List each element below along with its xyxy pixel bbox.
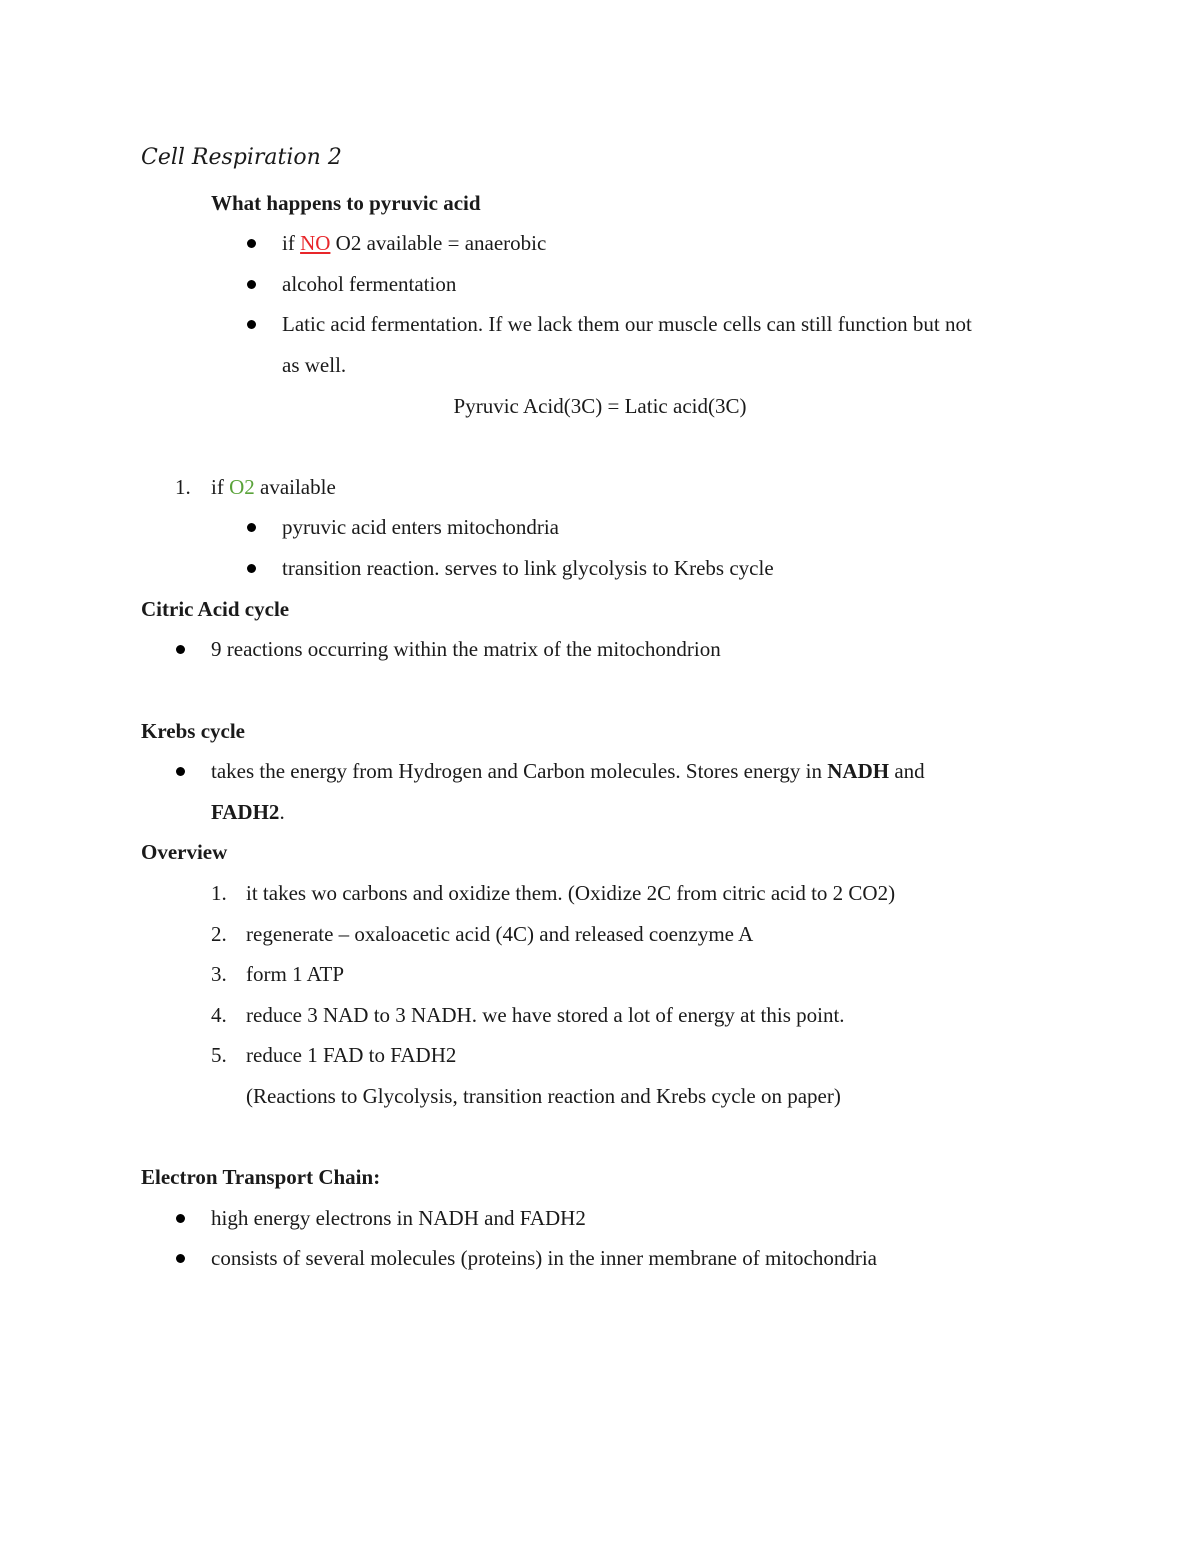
citric-heading: Citric Acid cycle bbox=[141, 597, 290, 621]
list-item: transition reaction. serves to link glycolysis to Krebs cycle bbox=[282, 556, 774, 580]
krebs-heading: Krebs cycle bbox=[141, 719, 245, 743]
etc-heading: Electron Transport Chain: bbox=[141, 1165, 381, 1189]
bullet-icon bbox=[247, 564, 256, 573]
list-number: 4. bbox=[211, 1003, 227, 1027]
list-item: takes the energy from Hydrogen and Carbon molecules. Stores energy in NADH and bbox=[211, 759, 925, 783]
document-title: Cell Respiration 2 bbox=[141, 145, 342, 170]
list-item-continuation: FADH2. bbox=[211, 800, 285, 824]
overview-heading: Overview bbox=[141, 840, 228, 864]
list-item: Latic acid fermentation. If we lack them our muscle cells can still function but not bbox=[282, 312, 972, 336]
list-item: regenerate – oxaloacetic acid (4C) and released coenzyme A bbox=[246, 922, 754, 946]
list-number: 1. bbox=[175, 475, 191, 499]
bullet-icon bbox=[176, 1214, 185, 1223]
list-item: form 1 ATP bbox=[246, 962, 345, 986]
bullet-icon bbox=[247, 239, 256, 248]
pyruvic-heading: What happens to pyruvic acid bbox=[211, 191, 481, 215]
list-item: reduce 3 NAD to 3 NADH. we have stored a lot of energy at this point. bbox=[246, 1003, 845, 1027]
bullet-icon bbox=[176, 1254, 185, 1263]
list-item: consists of several molecules (proteins) in the inner membrane of mitochondria bbox=[211, 1246, 877, 1270]
list-number: 1. bbox=[211, 881, 227, 905]
list-item-continuation: as well. bbox=[282, 353, 347, 377]
list-item: pyruvic acid enters mitochondria bbox=[282, 515, 559, 539]
list-item: reduce 1 FAD to FADH2 bbox=[246, 1043, 457, 1067]
list-number: 5. bbox=[211, 1043, 227, 1067]
overview-note: (Reactions to Glycolysis, transition reaction and Krebs cycle on paper) bbox=[246, 1084, 841, 1108]
list-item: if NO O2 available = anaerobic bbox=[282, 231, 547, 255]
bullet-icon bbox=[247, 523, 256, 532]
bullet-icon bbox=[176, 645, 185, 654]
bullet-icon bbox=[176, 767, 185, 776]
equation: Pyruvic Acid(3C) = Latic acid(3C) bbox=[453, 394, 747, 418]
list-number: 3. bbox=[211, 962, 227, 986]
list-item: 9 reactions occurring within the matrix of the mitochondrion bbox=[211, 637, 721, 661]
list-item: it takes wo carbons and oxidize them. (Oxidize 2C from citric acid to 2 CO2) bbox=[246, 881, 896, 905]
list-item: high energy electrons in NADH and FADH2 bbox=[211, 1206, 586, 1230]
bullet-icon bbox=[247, 280, 256, 289]
no-highlight: NO bbox=[300, 231, 331, 255]
bullet-icon bbox=[247, 320, 256, 329]
o2-highlight: O2 bbox=[229, 475, 255, 499]
list-item: alcohol fermentation bbox=[282, 272, 457, 296]
o2-item: if O2 available bbox=[211, 475, 336, 499]
list-number: 2. bbox=[211, 922, 227, 946]
